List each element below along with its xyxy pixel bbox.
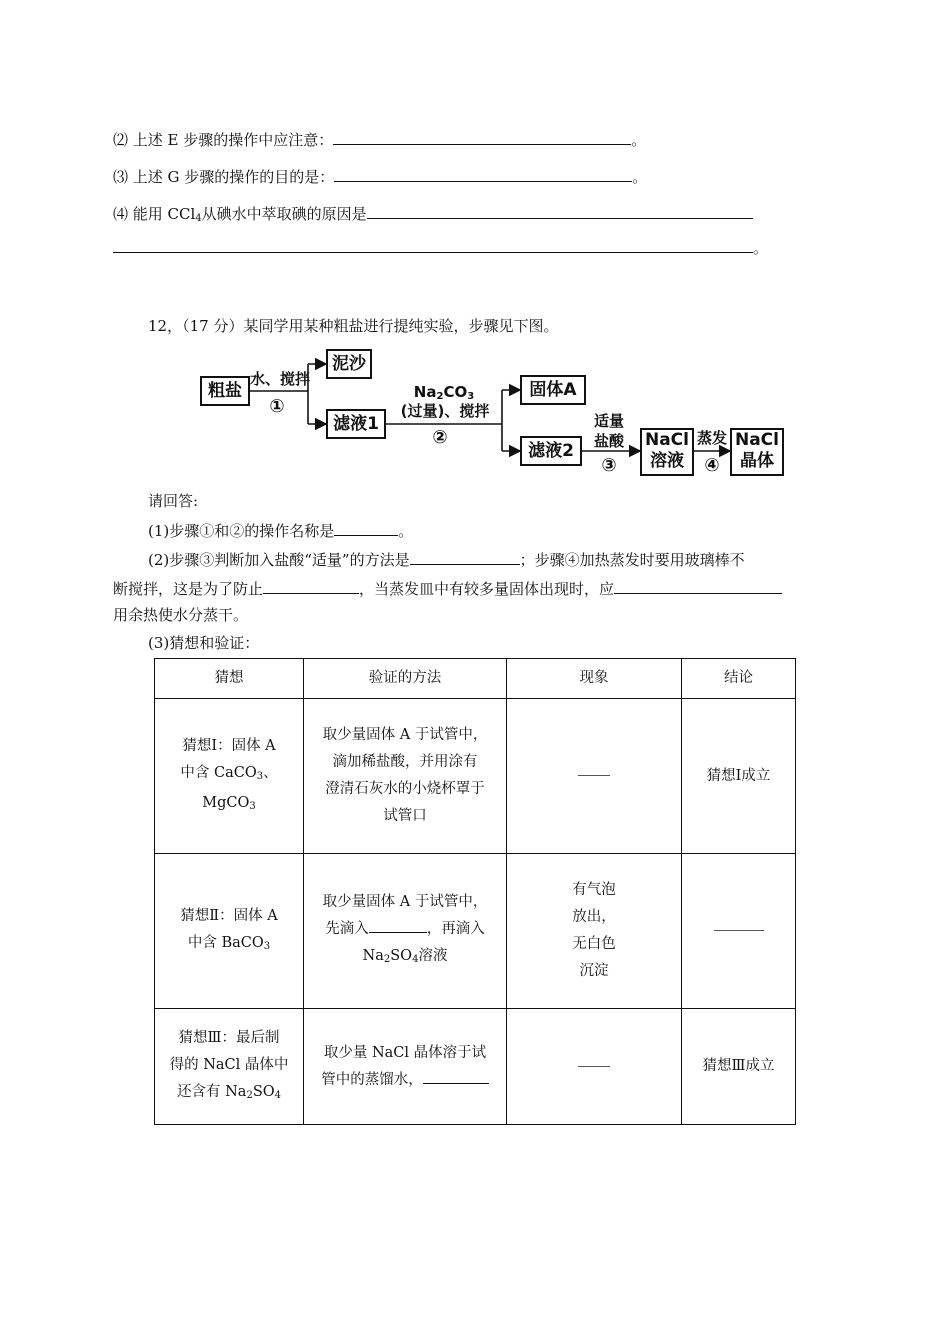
answer-prompt: 请回答: <box>148 492 199 510</box>
answer-blank[interactable] <box>410 548 520 565</box>
question-3-suffix: 。 <box>632 168 648 186</box>
method-cell: 取少量固体 A 于试管中， 滴加稀盐酸，并用涂有 澄清石灰水的小烧杯罩于 试管口 <box>304 699 507 854</box>
box-filtrate-1: 滤液1 <box>326 409 386 439</box>
sub-question-2-text-c: 断搅拌，这是为了防止 <box>113 580 264 598</box>
box-filtrate-2: 滤液2 <box>520 436 582 466</box>
table-header: 现象 <box>507 659 682 699</box>
table-header: 验证的方法 <box>304 659 507 699</box>
label-evaporate: 蒸发 <box>696 429 727 447</box>
guess-cell: 猜想Ⅰ：固体 A 中含 CaCO$_3$、MgCO$_3$ <box>155 699 304 854</box>
step-1: ① <box>269 396 285 417</box>
table-header-row <box>155 659 796 699</box>
answer-blank[interactable] <box>614 577 782 594</box>
question-4-suffix: 。 <box>753 239 769 257</box>
table-row <box>155 699 796 854</box>
label-hydrochloric-acid: 盐酸 <box>593 432 624 450</box>
box-nacl-crystal-line2: 晶体 <box>740 451 774 471</box>
verification-table <box>154 658 796 1125</box>
conclusion-cell: 猜想Ⅲ成立 <box>682 1009 796 1125</box>
dash-placeholder <box>578 1066 610 1067</box>
conclusion-cell[interactable] <box>682 854 796 1009</box>
phenomenon-cell: 有气泡 放出， 无白色 沉淀 <box>507 854 682 1009</box>
dash-placeholder <box>578 775 610 776</box>
box-crude-salt: 粗盐 <box>200 376 250 406</box>
label-na2co3: $Na_2CO_3$ <box>413 383 475 402</box>
guess-cell: 猜想Ⅲ：最后制 得的 NaCl 晶体中 还含有 $Na_2SO_4$ <box>155 1009 304 1125</box>
step-4: ④ <box>704 455 720 476</box>
sub-question-2 <box>148 548 745 570</box>
sub-question-2-text-a: (2)步骤③判断加入盐酸“适量”的方法是 <box>148 551 410 569</box>
table-row <box>155 1009 796 1125</box>
question-2-suffix: 。 <box>631 131 647 149</box>
method-cell: 取少量固体 A 于试管中， 先滴入 ，再滴入 $Na_2SO_4$溶液 <box>304 854 507 1009</box>
flow-arrows <box>0 0 950 520</box>
label-excess-stir: (过量)、搅拌 <box>400 402 490 420</box>
table-header: 结论 <box>682 659 796 699</box>
step-3: ③ <box>601 455 617 476</box>
question-4-text: ⑷ 能用 CCl <box>113 205 196 223</box>
box-nacl-solution <box>640 428 694 476</box>
box-sand: 泥沙 <box>326 349 372 379</box>
sub-question-2-text-b: ；步骤④加热蒸发时要用玻璃棒不 <box>519 551 745 569</box>
sub-question-1-text: (1)步骤①和②的操作名称是 <box>148 522 335 540</box>
question-12-heading: 12，（17 分）某同学用某种粗盐进行提纯实验，步骤见下图。 <box>148 317 559 335</box>
conclusion-cell: 猜想Ⅰ成立 <box>682 699 796 854</box>
sub-question-2-line-3: 用余热使水分蒸干。 <box>113 606 249 624</box>
box-solid-a: 固体A <box>520 375 586 405</box>
question-4-text-rest: 从碘水中萃取碘的原因是 <box>201 205 367 223</box>
sub-question-2-text-d: ，当蒸发皿中有较多量固体出现时，应 <box>359 580 615 598</box>
phenomenon-cell[interactable] <box>507 699 682 854</box>
box-nacl-crystal-line1: NaCl <box>734 430 779 450</box>
method-cell: 取少量 NaCl 晶体溶于试 管中的蒸馏水， <box>304 1009 507 1125</box>
sub-question-1-suffix: 。 <box>398 522 414 540</box>
question-2-text: ⑵ 上述 E 步骤的操作中应注意： <box>113 131 334 149</box>
subscript: 4 <box>195 213 202 224</box>
answer-blank[interactable] <box>334 519 398 536</box>
sub-question-1 <box>148 519 413 541</box>
box-nacl-solution-line2: 溶液 <box>650 451 684 471</box>
label-water-stir: 水、搅拌 <box>250 370 311 388</box>
answer-blank[interactable] <box>263 577 359 594</box>
table-row <box>155 854 796 1009</box>
answer-blank[interactable] <box>423 1068 489 1084</box>
dash-placeholder <box>714 930 764 931</box>
guess-cell: 猜想Ⅱ：固体 A 中含 BaCO$_3$ <box>155 854 304 1009</box>
phenomenon-cell[interactable] <box>507 1009 682 1125</box>
answer-blank[interactable] <box>369 917 427 933</box>
sub-question-3: (3)猜想和验证： <box>148 634 260 652</box>
box-nacl-crystal <box>730 428 784 476</box>
sub-question-2-line-2 <box>113 577 782 599</box>
box-nacl-solution-line1: NaCl <box>644 430 689 450</box>
table-header: 猜想 <box>155 659 304 699</box>
label-proper-amount: 适量 <box>593 412 624 430</box>
step-2: ② <box>432 427 448 448</box>
question-3-text: ⑶ 上述 G 步骤的操作的目的是： <box>113 168 335 186</box>
